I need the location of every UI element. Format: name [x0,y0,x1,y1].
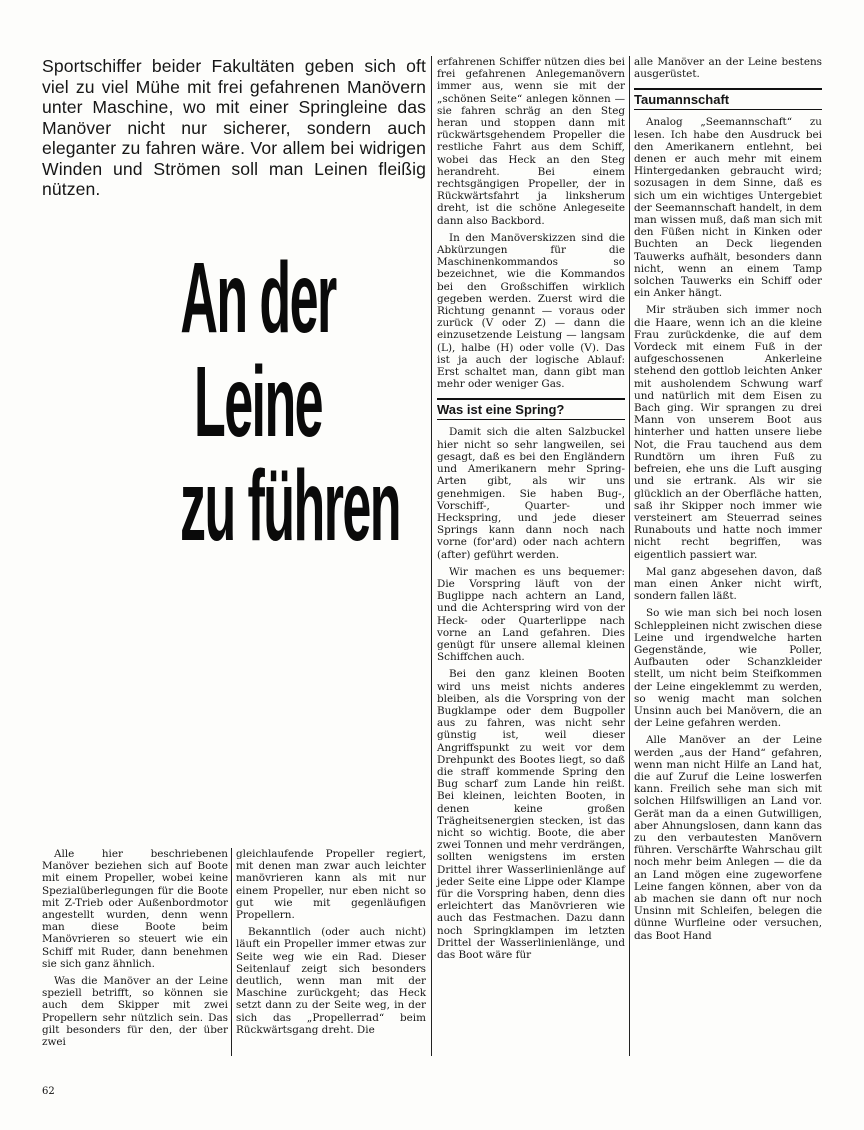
paragraph: Mir sträuben sich immer noch die Haare, wenn ich an die kleine Frau zurückdenke, die auf dem Vordeck mit einem Fuß in der aufgeschossenen Ankerleine stehend den gottlob leichten Anker mit ausholendem Schwung warf und natürlich mit dem Eisen zu Bach ging. Wir sprangen zu drei Mann von unserem Boot aus hinterher und hatten unsere liebe Not, die Frau tauchend aus dem Rundtörn um ihren Fuß zu befreien, ehe uns die Luft ausging und sie ertrank. Als wir sie glücklich an der Oberfläche hatten, saß ihr Skipper noch immer wie versteinert am Steuerrad seines Runabouts und hatte noch immer nicht recht begriffen, was eigentlich passiert war. [634,304,822,561]
paragraph: alle Manöver an der Leine bestens ausgerüstet. [634,56,822,81]
intro-text: Sportschiffer beider Fakultäten geben sich oft viel zu viel Mühe mit frei gefahrenen Manövern unter Maschine, wo mit einer Springleine das Manöver nicht nur sicherer, sondern auch eleganter zu fahren wäre. Vor allem bei widrigen Winden und Strömen soll man Leinen fleißig nützen. [42,56,426,199]
column-rule [629,56,630,1056]
paragraph: Was die Manöver an der Leine speziell betrifft, so können sie auch dem Skipper mit zwei Propellern sehr nützlich sein. Das gilt besonders für den, der über zwei [42,975,228,1049]
subheading: Was ist eine Spring? [437,398,625,420]
paragraph: So wie man sich bei noch losen Schleppleinen nicht zwischen diese Leine und irgendwelche harten Gegenstände, wie Poller, Aufbauten oder Schanzkleider stellt, um nicht beim Steifkommen der Leine eingeklemmt zu werden, so wenig macht man solchen Unsinn auch bei Manövern, die an der Leine gefahren werden. [634,607,822,730]
paragraph: Wir machen es uns bequemer: Die Vorspring läuft von der Buglippe nach achtern an Land, und die Achterspring wird von der Heck- oder Quarterlippe nach vorne an Land gefahren. Dies genügt für unsere allemal kleinen Schiffchen auch. [437,565,625,664]
page-number: 62 [42,1086,55,1097]
headline-line-3: zu führen [180,450,400,562]
column-rule [231,848,232,1056]
paragraph: Bei den ganz kleinen Booten wird uns meist nichts anderes bleiben, als die Vorspring von der Bugklampe oder dem Bugpoller aus zu fahren, was nicht sehr günstig ist, weil dieser Angriffspunkt zu weit vor dem Drehpunkt des Bootes liegt, so daß die straff kommende Spring den Bug scharf zum Lande hin reißt. Bei kleinen, leichten Booten, in denen keine großen Trägheitsenergien stecken, ist das nicht so wichtig. Boote, die aber zwei Tonnen und mehr verdrängen, sollten wenigstens im ersten Drittel ihrer Wasserlinienlänge auf jeder Seite eine Lippe oder Klampe für die Vorspring haben, denn dies erleichtert das Manövrieren wie auch das Festmachen. Dazu dann noch Springklampen im letzten Drittel der Wasserlinienlänge, und das Boot wäre für [437,668,625,962]
paragraph: Analog „Seemannschaft“ zu lesen. Ich habe den Ausdruck bei den Amerikanern entlehnt, bei denen er auch mehr mit einem Hintergedanken gebraucht wird; sozusagen in dem Sinne, daß es sich um ein wichtiges Untergebiet der Seemannschaft handelt, in dem man wissen muß, daß man sich mit den Füßen nicht in Kinken oder Buchten an Deck liegenden Tauwerks aufhält, besonders dann nicht, wenn an einem Tamp solchen Tauwerks ein Schiff oder ein Anker hängt. [634,116,822,300]
paragraph: Damit sich die alten Salzbuckel hier nicht so sehr langweilen, sei gesagt, daß es bei den Engländern und Amerikanern mehr Spring-Arten gibt, als wir uns genehmigen. Sie haben Bug-, Vorschiff-, Quarter- und Heckspring, und jede dieser Springs kann dann noch nach vorne (for'ard) oder nach achtern (after) geführt werden. [437,426,625,561]
headline-line-2: Leine [193,346,323,458]
column-3 [437,56,625,966]
column-2 [236,848,426,1041]
headline [180,242,400,562]
column-4 [634,56,822,947]
paragraph: In den Manöverskizzen sind die Abkürzungen für die Maschinenkommandos so bezeichnet, wie die Kommandos bei den Großschiffen wirklich gegeben werden. Zuerst wird die Richtung genannt — voraus oder zurück (V oder Z) — dann die einzusetzende Leistung — langsam (L), halbe (H) oder volle (V). Das ist ja auch der logische Ablauf: Erst schaltet man, dann gibt man mehr oder weniger Gas. [437,231,625,391]
column-rule [431,56,432,1056]
paragraph: Alle hier beschriebenen Manöver beziehen sich auf Boote mit einem Propeller, wobei keine Spezialüberlegungen für die Boote mit Z-Trieb oder Außenbordmotor angestellt wurden, denn wenn man diese Boote beim Manövrieren so steuert wie ein Schiff mit Ruder, dann benehmen sie sich ganz ähnlich. [42,848,228,970]
subheading: Taumannschaft [634,88,822,110]
paragraph: Alle Manöver an der Leine werden „aus der Hand“ gefahren, wenn man nicht Hilfe an Land hat, die auf Zuruf die Leine loswerfen kann. Freilich sehe man sich mit solchen Hilfswilligen an Land vor. Gerät man da a einen Gutwilligen, aber Ahnungslosen, dann kann das zu den verbautesten Manövern führen. Verschärfte Wahrschau gilt noch mehr beim Anlegen — die da an Land mögen eine zugeworfene Leine fangen können, aber von da ab machen sie dann oft nur noch Unsinn mit Schleifen, belegen die dünne Wurfleine oder versuchen, das Boot Hand [634,734,822,942]
headline-line-1: An der [180,242,336,354]
paragraph: Mal ganz abgesehen davon, daß man einen Anker nicht wirft, sondern fallen läßt. [634,565,822,603]
paragraph: gleichlaufende Propeller regiert, mit denen man zwar auch leichter manövrieren kann als mit nur einem Propeller, nur eben nicht so gut wie mit gegenläufigen Propellern. [236,848,426,922]
paragraph: Bekanntlich (oder auch nicht) läuft ein Propeller immer etwas zur Seite weg wie ein Rad. Dieser Seitenlauf zeigt sich besonders deutlich, wenn man mit der Maschine zurückgeht; das Heck setzt dann zu der Seite weg, in der sich das „Propellerrad“ beim Rückwärtsgang dreht. Die [236,926,426,1036]
paragraph: erfahrenen Schiffer nützen dies bei frei gefahrenen Anlegemanövern immer aus, wenn sie mit der „schönen Seite“ anlegen können — sie fahren schräg an den Steg heran und stoppen dann mit rückwärtsgehendem Propeller die restliche Fahrt aus dem Schiff, wobei das Heck an den Steg herandreht. Bei einem rechtsgängigen Propeller, der in Rückwärtsfahrt ja linksherum dreht, ist die schöne Anlegeseite dann also Backbord. [437,56,625,227]
column-1 [42,848,228,1053]
